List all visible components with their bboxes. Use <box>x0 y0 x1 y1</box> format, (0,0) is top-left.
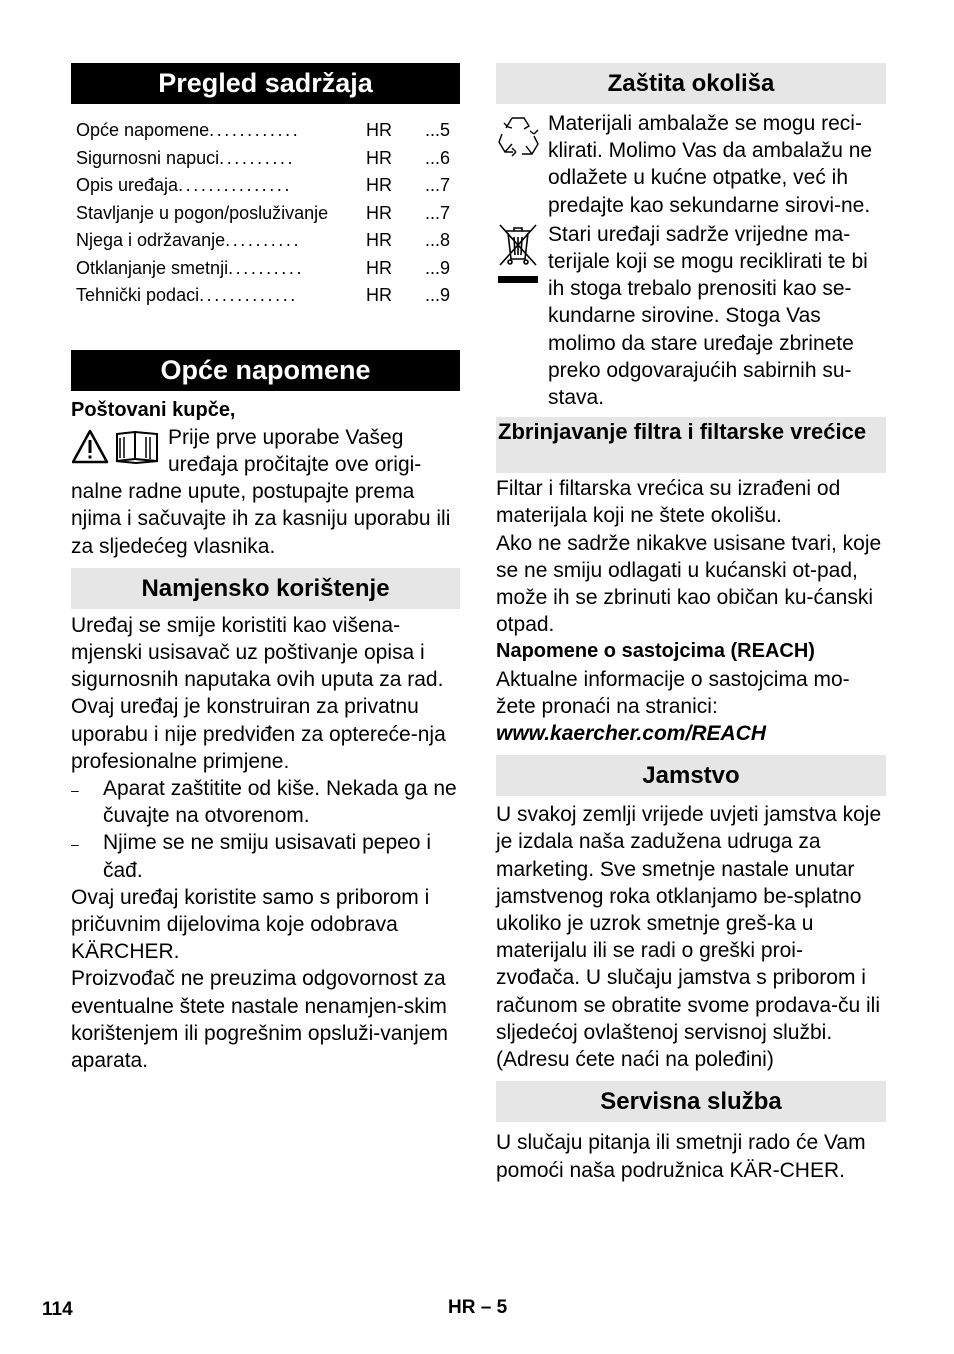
toc-entry-name: Opće napomene <box>76 120 210 140</box>
toc-entry-name: Sigurnosni napuci <box>76 147 220 168</box>
dash-marker: – <box>71 781 79 798</box>
page-number: 114 <box>42 1299 73 1320</box>
filter-disposal-p2: Ako ne sadrže nikakve usisane tvari, koje se ne smiju odlagati u kućanski ot-pad, može ih se zbrinuti kao običan ku-ćanski otpad. <box>496 531 882 637</box>
toc-entry-name: Opis uređaja <box>76 175 179 195</box>
toc-entry-lang: HR <box>366 230 392 250</box>
service-title: Servisna služba <box>496 1081 886 1122</box>
toc-entry-dots: ............ <box>209 120 301 140</box>
toc-entry-lang: HR <box>366 285 392 305</box>
weee-text: Stari uređaji sadrže vrijedne ma-terijale koji se mogu reciklirati te bi ih stoga trebalo prenositi kao se-kundarne sirovine. Stoga Vas molimo da stare uređaje zbrinete preko odgovarajućih sabirnih su-stava. <box>548 222 868 410</box>
list-item <box>71 829 460 883</box>
warranty-p1: U svakoj zemlji vrijede uvjeti jamstva koje je izdala naša zadužena udruga za marketing. Sve smetnje nastale unutar jamstvenog roka otklanjamo be-splatno ukoliko je uzrok smetnje greš-ka u materijalu ili se radi o greški proi-zvođača. U slučaju jamstva s priborom i računom se obratite svome prodava-ču ili sljedećoj ovlaštenoj servisnoj službi. <box>496 803 882 1044</box>
warranty-p2: (Adresu ćete naći na poleđini) <box>496 1048 774 1072</box>
toc-entry[interactable] <box>76 227 460 255</box>
crossed-out-bin-icon <box>496 221 540 285</box>
toc-entry-dots: .......... <box>225 230 302 250</box>
right-column <box>496 63 886 1184</box>
toc-entry-page: ...7 <box>424 175 450 195</box>
toc-entry-page: ...5 <box>424 120 450 140</box>
toc-entry[interactable] <box>76 145 460 173</box>
toc-entry-lang: HR <box>366 175 392 195</box>
toc-entry-page: ...6 <box>424 147 450 168</box>
toc-title: Pregled sadržaja <box>71 63 460 104</box>
intro-line-1: Prije prve uporabe Vašeg <box>168 425 404 449</box>
recycle-block <box>496 110 886 219</box>
toc-entry-page: ...9 <box>424 257 450 278</box>
toc-entry-dots: ............... <box>178 175 293 195</box>
recycle-icon <box>496 114 540 158</box>
service-p1: U slučaju pitanja ili smetnji rado će Vam pomoći naša podružnica KÄR-CHER. <box>496 1131 866 1182</box>
toc-entry-dots: .......... <box>219 147 296 168</box>
general-notes-title: Opće napomene <box>71 350 460 391</box>
toc-entry[interactable] <box>76 200 460 228</box>
weee-block <box>496 221 886 411</box>
intro-rest: nalne radne upute, postupajte prema njima i sačuvajte ih za kasniju uporabu ili za sljedećeg vlasnika. <box>71 480 451 558</box>
toc-entry-name: Stavljanje u pogon/posluživanje <box>76 202 329 223</box>
intended-use-p3: Ovaj uređaj koristite samo s priborom i pričuvnim dijelovima koje odobrava KÄRCHER. <box>71 885 430 964</box>
intended-use-title: Namjensko korištenje <box>71 568 460 609</box>
intro-line-2: uređaja pročitajte ove origi- <box>168 452 422 476</box>
reach-title: Napomene o sastojcima (REACH) <box>496 640 815 663</box>
reach-link[interactable]: www.kaercher.com/REACH <box>496 722 766 746</box>
list-item-text: Aparat zaštitite od kiše. Nekada ga ne čuvajte na otvorenom. <box>103 776 457 828</box>
toc-entry-name: Tehnički podaci <box>76 285 200 305</box>
left-column <box>71 63 460 1074</box>
toc-entry[interactable] <box>76 117 460 145</box>
environment-title: Zaštita okoliša <box>496 63 886 104</box>
toc-entry-name: Otklanjanje smetnji <box>76 257 229 278</box>
toc-entry-page: ...7 <box>424 202 450 223</box>
toc-entry-page: ...9 <box>424 285 450 305</box>
warning-manual-icon <box>72 429 160 465</box>
toc-entry[interactable] <box>76 172 460 200</box>
intended-use-p1: Uređaj se smije koristiti kao višena-mjenski usisavač uz poštivanje opisa i sigurnosnih naputaka ovih uputa za rad. <box>71 613 444 692</box>
toc-entry-dots: .......... <box>228 257 305 278</box>
intended-use-p4: Proizvođač ne preuzima odgovornost za eventualne štete nastale nenamjen-skim korištenjem ili pogrešnim opsluži-vanjem aparata. <box>71 967 448 1072</box>
list-item-text: Njime se ne smiju usisavati pepeo i čađ. <box>103 831 431 882</box>
toc-entry-lang: HR <box>366 147 392 168</box>
toc-entry[interactable] <box>76 255 460 283</box>
language-page-label: HR – 5 <box>448 1297 508 1318</box>
recycle-text: Materijali ambalaže se mogu reci-klirati. Molimo Vas da ambalažu ne odlažete u kućne otpatke, već ih predajte kao sekundarne sirovi-ne. <box>548 112 873 217</box>
table-of-contents <box>71 117 460 310</box>
toc-entry-lang: HR <box>366 257 392 278</box>
dash-marker: – <box>71 836 79 853</box>
list-item <box>71 775 460 829</box>
warranty-title: Jamstvo <box>496 755 886 796</box>
toc-entry-lang: HR <box>366 120 392 140</box>
toc-entry-name: Njega i održavanje <box>76 230 226 250</box>
toc-entry-dots: ............. <box>199 285 298 305</box>
toc-entry[interactable] <box>76 282 460 310</box>
toc-entry-lang: HR <box>366 202 392 223</box>
toc-entry-page: ...8 <box>424 230 450 250</box>
filter-disposal-title: Zbrinjavanje filtra i filtarske vrećice <box>496 417 886 473</box>
reach-text: Aktualne informacije o sastojcima mo-žete pronaći na stranici: <box>496 667 850 718</box>
intro-block <box>71 424 460 560</box>
filter-disposal-p1: Filtar i filtarska vrećica su izrađeni od materijala koji ne štete okolišu. <box>496 477 841 528</box>
greeting: Poštovani kupče, <box>71 398 236 421</box>
intended-use-p2: Ovaj uređaj je konstruiran za privatnu uporabu i nije predviđen za optereće-nja profesionalne primjene. <box>71 695 446 773</box>
